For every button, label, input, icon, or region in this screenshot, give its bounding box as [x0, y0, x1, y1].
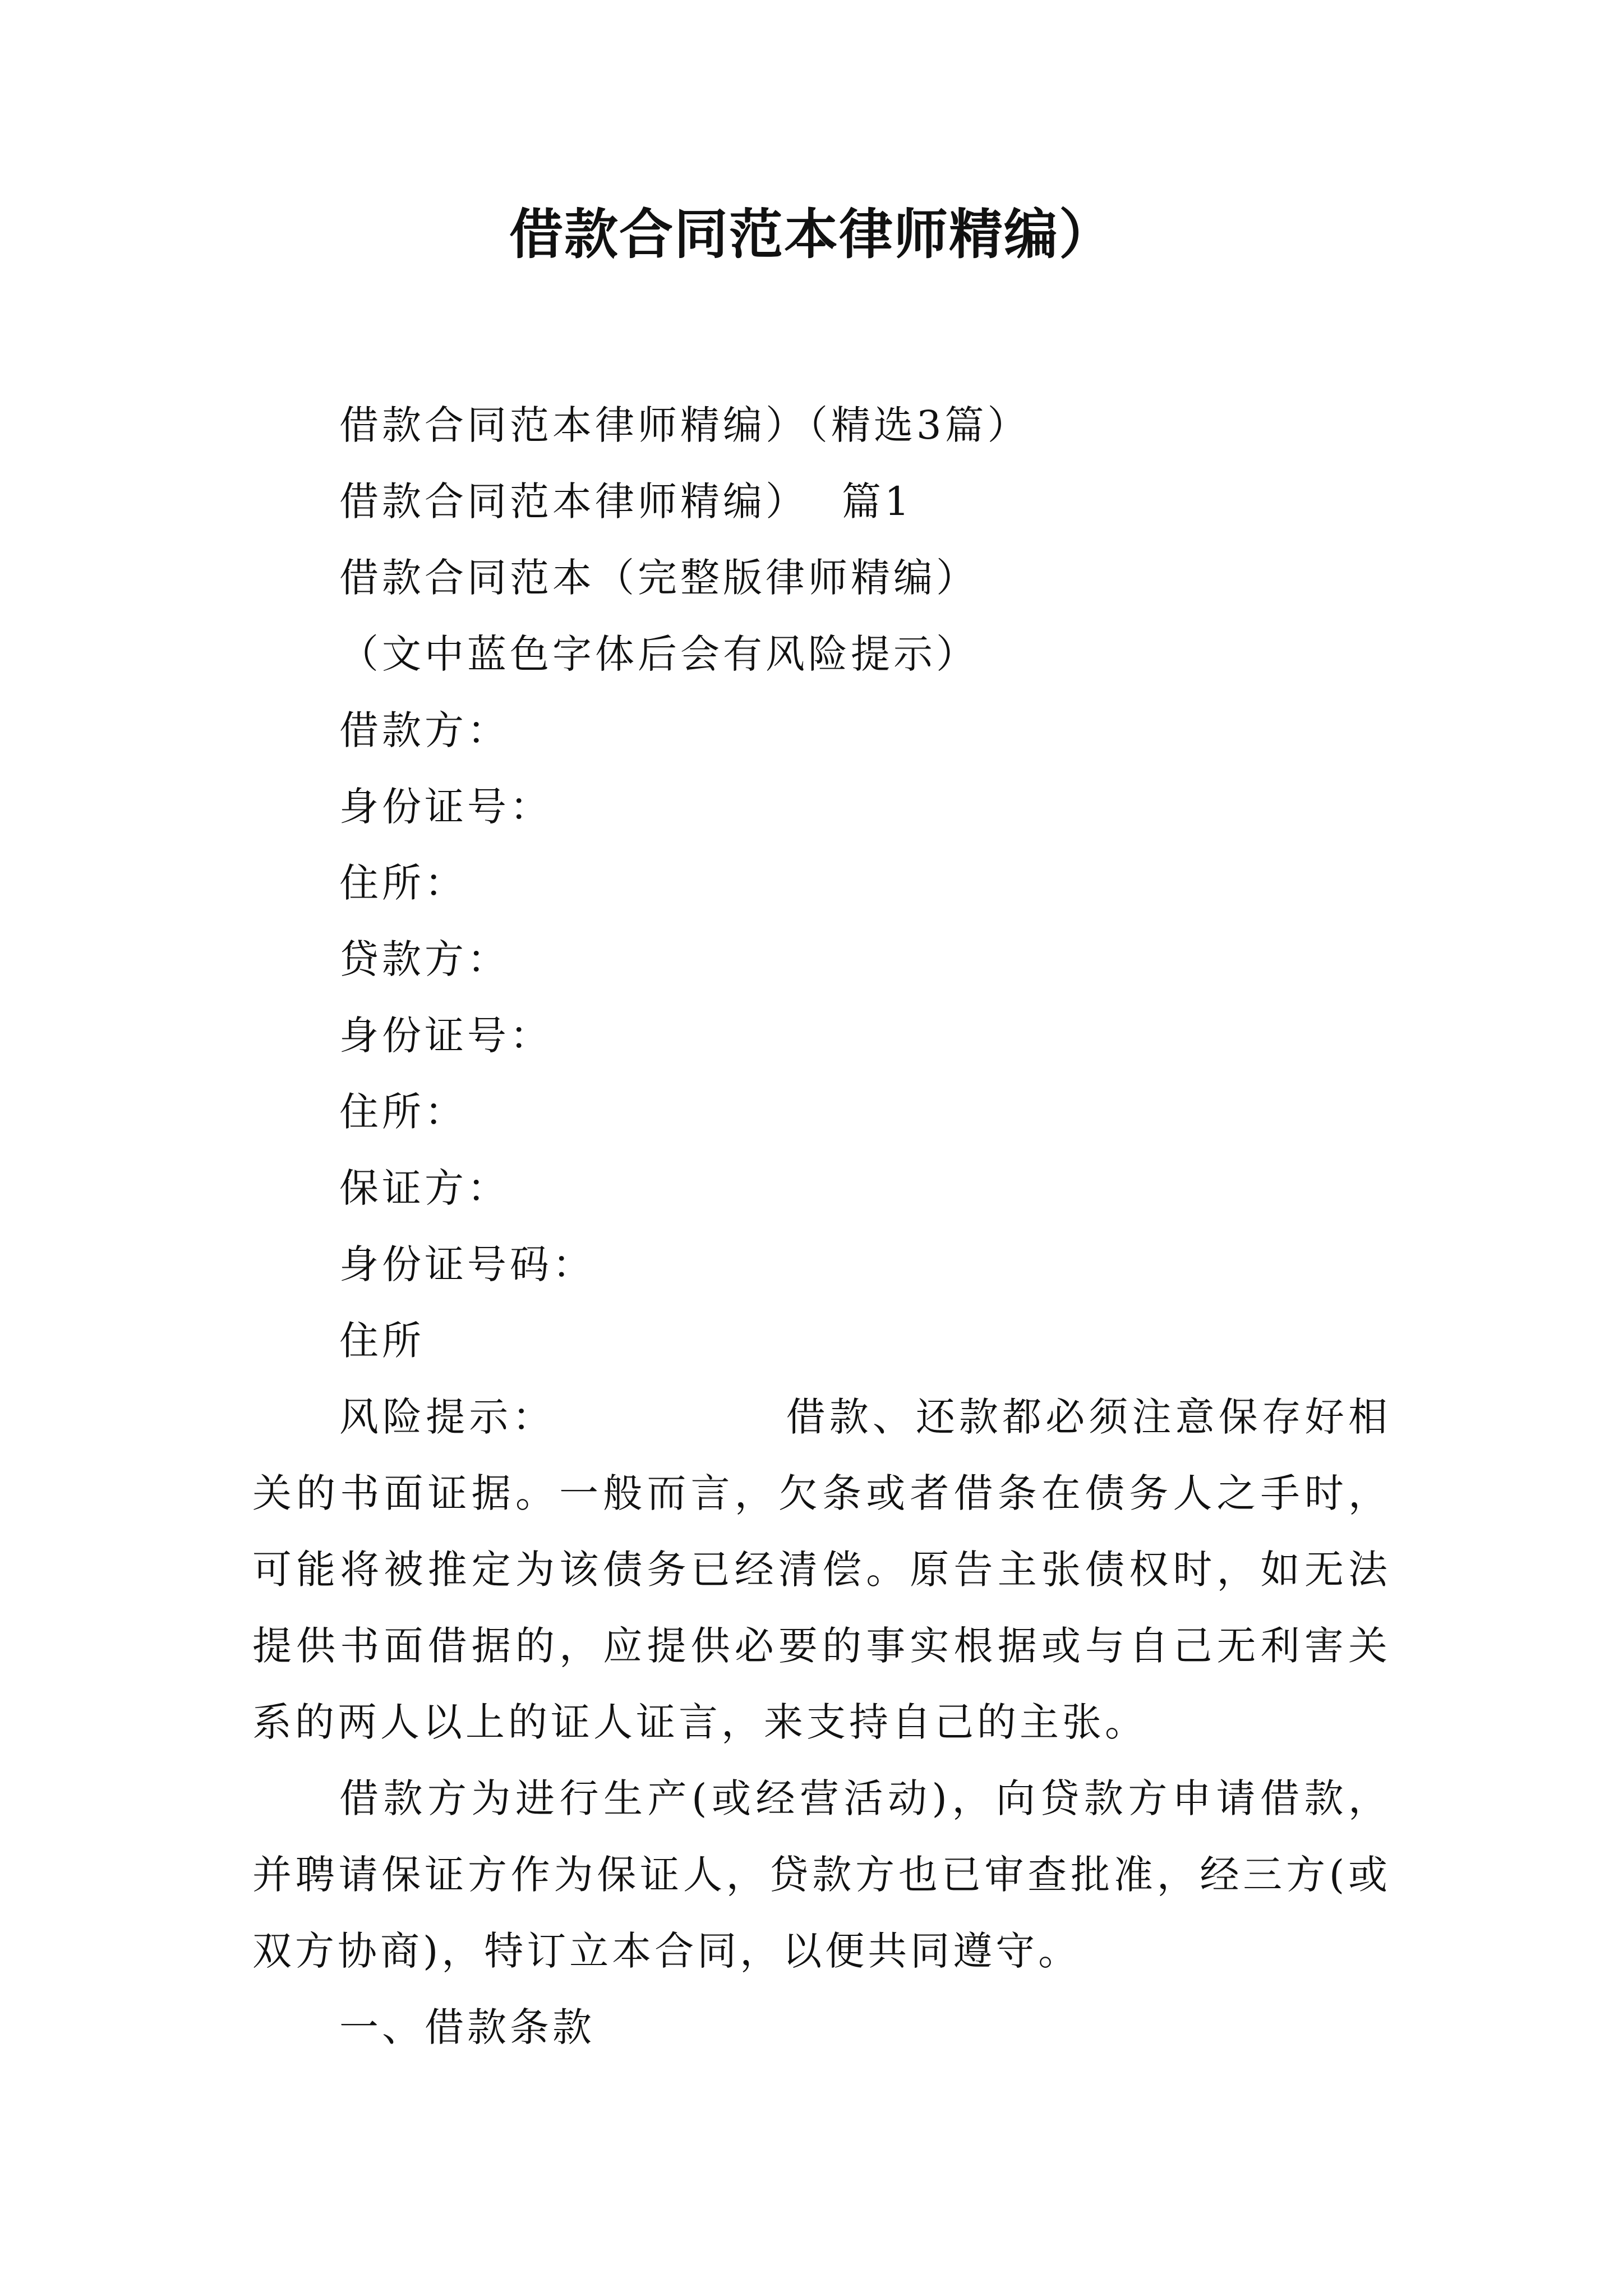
contract-intro-paragraph: 借款方为进行生产(或经营活动)，向贷款方申请借款，并聘请保证方作为保证人，贷款方也已审查批准，经三方(或双方协商)，特订立本合同，以便共同遵守。	[252, 1775, 1391, 1974]
borrower-address-label: 住所：	[339, 860, 467, 906]
part-heading-title: 借款合同范本律师精编）	[339, 478, 808, 524]
document-title: 借款合同范本律师精编）	[509, 203, 1114, 266]
borrower-label: 借款方：	[339, 707, 510, 753]
lender-id-label: 身份证号：	[339, 1013, 552, 1059]
guarantor-address-label: 住所	[339, 1318, 425, 1364]
lender-label: 贷款方：	[339, 936, 510, 982]
part-heading	[252, 463, 1391, 540]
lender-address-label: 住所：	[339, 1089, 467, 1135]
subtitle-line: 借款合同范本律师精编）（精选3篇）	[339, 402, 1030, 448]
borrower-id-label: 身份证号：	[339, 784, 552, 830]
section-heading-loan-terms: 一、借款条款	[339, 2004, 595, 2050]
document-body	[252, 387, 1391, 2065]
part-heading-number: 篇1	[842, 478, 913, 524]
risk-tip-label: 风险提示：	[339, 1394, 556, 1440]
guarantor-id-label: 身份证号码：	[339, 1241, 595, 1287]
risk-tip-paragraph	[252, 1379, 1391, 1760]
risk-tip-text: 借款、还款都必须注意保存好相关的书面证据。一般而言，欠条或者借条在债务人之手时，可能将被推定为该债务已经清偿。原告主张债权时，如无法提供书面借据的，应提供必要的事实根据或与自己无利害关系的两人以上的证人证言，来支持自己的主张。	[252, 1394, 1391, 1745]
guarantor-label: 保证方：	[339, 1165, 510, 1211]
note-line: （文中蓝色字体后会有风险提示）	[339, 631, 979, 677]
contract-name-line: 借款合同范本（完整版律师精编）	[339, 555, 979, 601]
